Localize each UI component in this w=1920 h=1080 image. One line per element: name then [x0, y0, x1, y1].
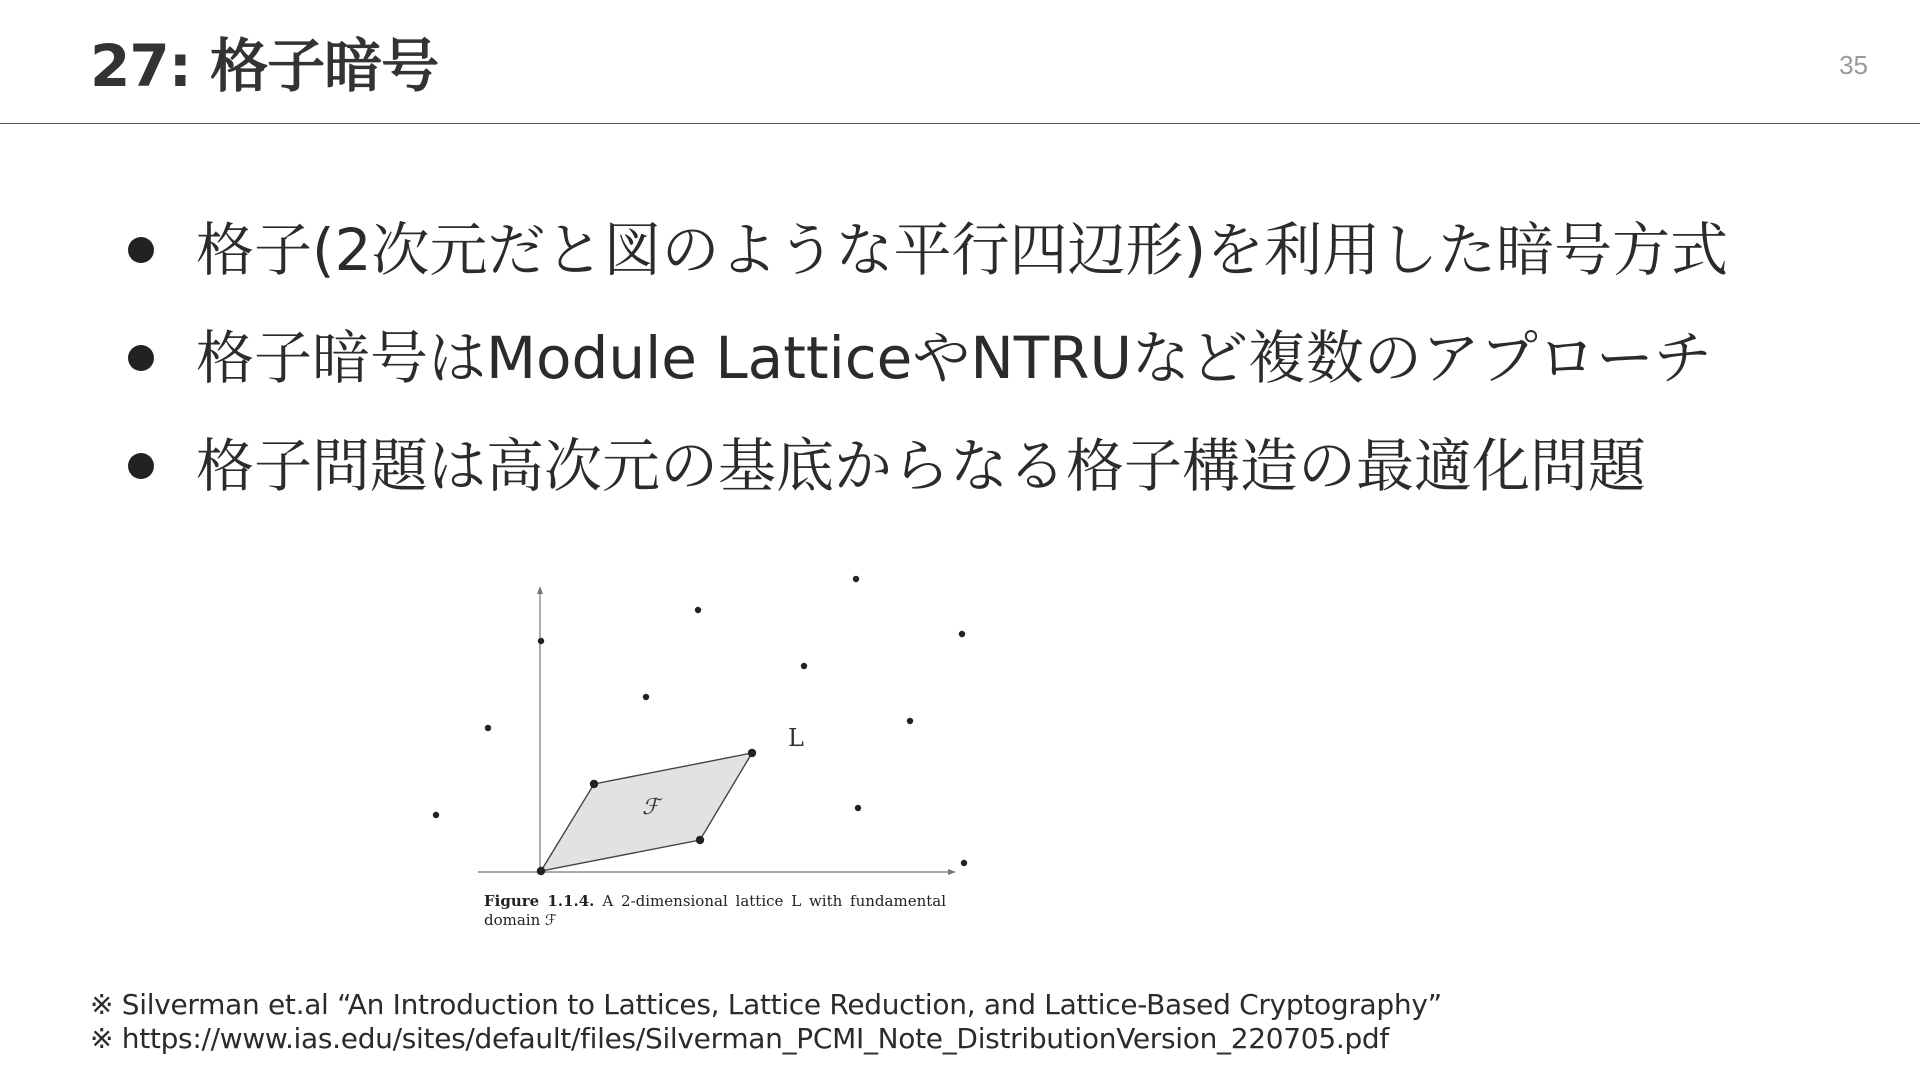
slide-header [0, 0, 1920, 124]
lattice-point [538, 638, 544, 644]
lattice-point [433, 812, 439, 818]
lattice-diagram [420, 560, 1010, 890]
lattice-point [855, 805, 861, 811]
bullet-text: 格子暗号はModule LatticeやNTRUなど複数のアプローチ [196, 324, 1712, 392]
lattice-point [485, 725, 491, 731]
footnote-reference: ※ Silverman et.al “An Introduction to Lattices, Lattice Reduction, and Lattice-Based Cryptography” [90, 988, 1442, 1021]
lattice-point [959, 631, 965, 637]
footnotes [90, 988, 1442, 1056]
domain-label: ℱ [642, 795, 660, 820]
page-number: 35 [1839, 50, 1868, 80]
lattice-point [748, 749, 756, 757]
bullet-dot-icon [128, 453, 154, 479]
slide-title: 27: 格子暗号 [90, 32, 439, 100]
lattice-point [643, 694, 649, 700]
lattice-point [907, 718, 913, 724]
figure-caption [484, 892, 946, 930]
caption-text: A 2-dimensional lattice L with fundamental domain ℱ [484, 892, 947, 929]
bullet-text: 格子(2次元だと図のような平行四辺形)を利用した暗号方式 [196, 216, 1729, 284]
bullet-text: 格子問題は高次元の基底からなる格子構造の最適化問題 [196, 432, 1647, 500]
caption-label: Figure 1.1.4. [484, 892, 595, 910]
bullet-dot-icon [128, 237, 154, 263]
lattice-point [695, 607, 701, 613]
bullet-dot-icon [128, 345, 154, 371]
lattice-label: L [788, 724, 804, 752]
lattice-point [801, 663, 807, 669]
lattice-figure [420, 560, 1010, 940]
lattice-point [961, 860, 967, 866]
y-axis-arrow-icon [537, 586, 543, 594]
lattice-point [537, 867, 545, 875]
lattice-point [590, 780, 598, 788]
footnote-url: ※ https://www.ias.edu/sites/default/files/Silverman_PCMI_Note_DistributionVersion_220705.pdf [90, 1022, 1389, 1055]
lattice-point [853, 576, 859, 582]
lattice-point [696, 836, 704, 844]
x-axis-arrow-icon [948, 869, 956, 875]
